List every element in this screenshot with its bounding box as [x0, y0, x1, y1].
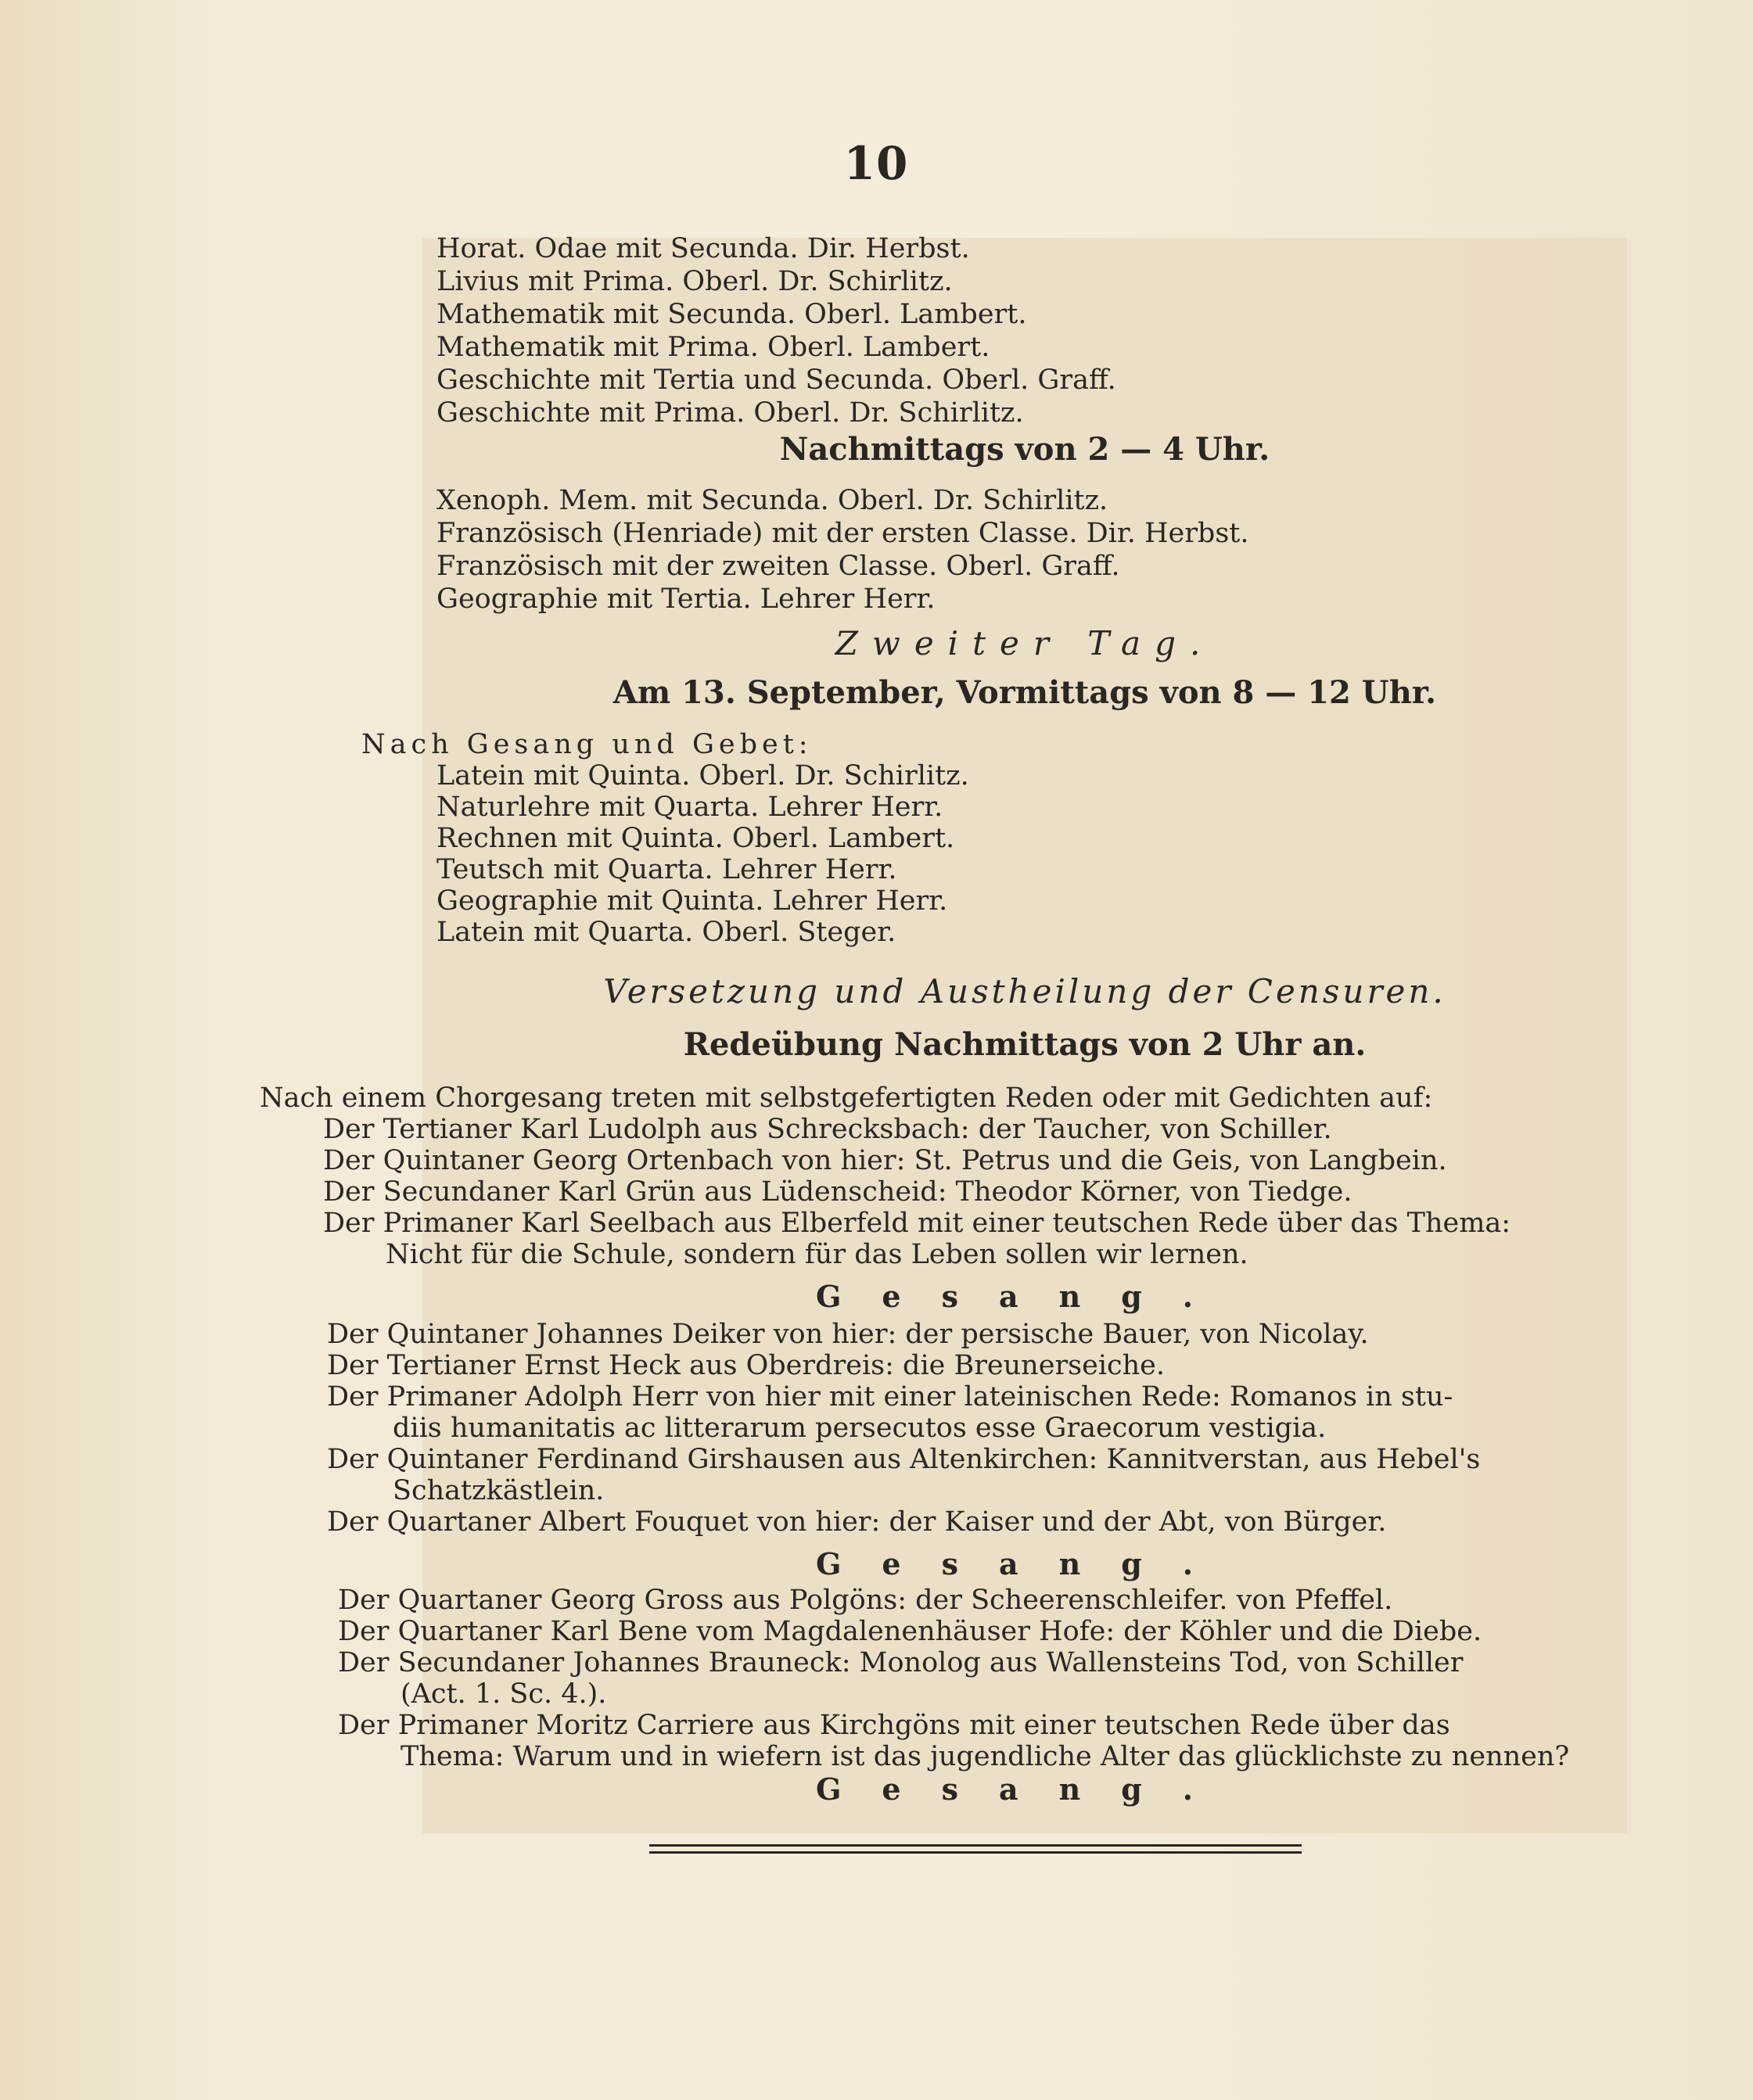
- section-heading: Versetzung und Austheilung der Censuren.: [603, 972, 1446, 1011]
- program-line: Thema: Warum und in wiefern ist das jugendliche Alter das glücklichste zu nennen?: [401, 1741, 1570, 1772]
- schedule-line: Latein mit Quinta. Oberl. Dr. Schirlitz.: [436, 760, 969, 792]
- schedule-line: Geographie mit Tertia. Lehrer Herr.: [436, 583, 936, 615]
- page-number: 10: [843, 137, 909, 190]
- gesang-heading: Gesang.: [815, 1279, 1234, 1314]
- program-line: (Act. 1. Sc. 4.).: [401, 1678, 607, 1710]
- program-line: Der Quartaner Karl Bene vom Magdalenenhäuser Hofe: der Köhler und die Diebe.: [338, 1616, 1482, 1647]
- schedule-line: Teutsch mit Quarta. Lehrer Herr.: [436, 854, 897, 885]
- program-line: Der Tertianer Ernst Heck aus Oberdreis: die Breunerseiche.: [327, 1350, 1166, 1381]
- schedule-line: Geschichte mit Prima. Oberl. Dr. Schirlitz.: [436, 397, 1024, 429]
- day-heading: Zweiter Tag.: [835, 624, 1215, 662]
- program-line: Nach einem Chorgesang treten mit selbstgefertigten Reden oder mit Gedichten auf:: [260, 1082, 1433, 1114]
- schedule-line: Livius mit Prima. Oberl. Dr. Schirlitz.: [436, 266, 953, 297]
- date-heading: Am 13. September, Vormittags von 8 — 12 Uhr.: [612, 674, 1437, 711]
- section-heading: Nachmittags von 2 — 4 Uhr.: [779, 431, 1270, 468]
- program-line: Der Primaner Adolph Herr von hier mit einer lateinischen Rede: Romanos in stu-: [327, 1381, 1453, 1413]
- program-line: Der Tertianer Karl Ludolph aus Schrecksbach: der Taucher, von Schiller.: [323, 1114, 1332, 1145]
- program-line: Der Quintaner Johannes Deiker von hier: der persische Bauer, von Nicolay.: [327, 1319, 1369, 1350]
- schedule-line: Französisch (Henriade) mit der ersten Classe. Dir. Herbst.: [436, 518, 1249, 549]
- schedule-line: Mathematik mit Prima. Oberl. Lambert.: [436, 332, 990, 363]
- program-line: Der Quintaner Ferdinand Girshausen aus Altenkirchen: Kannitverstan, aus Hebel's: [327, 1444, 1481, 1475]
- section-heading: Redeübung Nachmittags von 2 Uhr an.: [683, 1026, 1367, 1063]
- program-line: Der Secundaner Johannes Brauneck: Monolog aus Wallensteins Tod, von Schiller: [338, 1647, 1464, 1678]
- schedule-line: Geographie mit Quinta. Lehrer Herr.: [436, 885, 948, 917]
- schedule-line: Horat. Odae mit Secunda. Dir. Herbst.: [436, 233, 970, 264]
- program-line: Der Primaner Karl Seelbach aus Elberfeld mit einer teutschen Rede über das Thema:: [323, 1208, 1511, 1239]
- program-line: Der Quintaner Georg Ortenbach von hier: St. Petrus und die Geis, von Langbein.: [323, 1145, 1447, 1176]
- program-line: Der Secundaner Karl Grün aus Lüdenscheid: Theodor Körner, von Tiedge.: [323, 1176, 1352, 1208]
- closing-rule: [649, 1844, 1302, 1854]
- program-line: Nicht für die Schule, sondern für das Leben sollen wir lernen.: [386, 1239, 1248, 1270]
- gesang-heading: Gesang.: [815, 1546, 1234, 1581]
- schedule-line: Latein mit Quarta. Oberl. Steger.: [436, 917, 896, 948]
- gesang-heading: Gesang.: [815, 1772, 1234, 1807]
- intro-line: Nach Gesang und Gebet:: [361, 729, 813, 760]
- schedule-line: Xenoph. Mem. mit Secunda. Oberl. Dr. Schirlitz.: [436, 485, 1108, 516]
- schedule-line: Mathematik mit Secunda. Oberl. Lambert.: [436, 299, 1027, 330]
- program-line: Der Primaner Moritz Carriere aus Kirchgöns mit einer teutschen Rede über das: [338, 1710, 1450, 1741]
- program-line: Der Quartaner Georg Gross aus Polgöns: der Scheerenschleifer. von Pfeffel.: [338, 1585, 1393, 1616]
- program-line: Schatzkästlein.: [393, 1475, 605, 1506]
- schedule-line: Geschichte mit Tertia und Secunda. Oberl. Graff.: [436, 364, 1116, 396]
- schedule-line: Rechnen mit Quinta. Oberl. Lambert.: [436, 823, 955, 854]
- schedule-line: Naturlehre mit Quarta. Lehrer Herr.: [436, 792, 943, 823]
- program-line: Der Quartaner Albert Fouquet von hier: der Kaiser und der Abt, von Bürger.: [327, 1506, 1387, 1538]
- schedule-line: Französisch mit der zweiten Classe. Oberl. Graff.: [436, 551, 1120, 582]
- program-line: diis humanitatis ac litterarum persecutos esse Graecorum vestigia.: [393, 1413, 1327, 1444]
